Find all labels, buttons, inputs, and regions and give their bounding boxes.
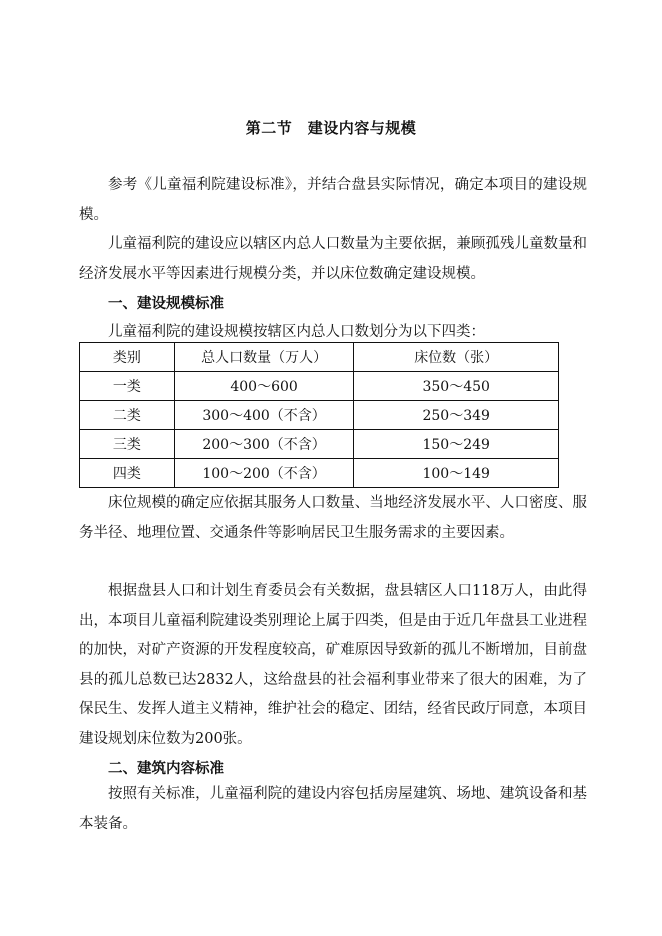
table-header-row <box>80 343 559 372</box>
table-row <box>80 459 559 488</box>
table-header-cell: 类别 <box>80 343 175 372</box>
table-cell: 三类 <box>80 430 175 459</box>
scale-table <box>79 342 559 488</box>
table-intro: 儿童福利院的建设规模按辖区内总人口数划分为以下四类： <box>108 324 485 340</box>
table-header-cell: 床位数（张） <box>354 343 559 372</box>
table-cell: 150～249 <box>354 430 559 459</box>
intro-paragraph-2: 儿童福利院的建设应以辖区内总人口数量为主要依据，兼顾孤残儿童数量和经济发展水平等因素进行规模分类，并以床位数确定建设规模。 <box>79 236 587 282</box>
final-paragraph: 按照有关标准，儿童福利院的建设内容包括房屋建筑、场地、建筑设备和基本装备。 <box>79 786 587 832</box>
table-cell: 一类 <box>80 372 175 401</box>
heading-scale-standard: 一、建设规模标准 <box>108 295 224 312</box>
table-cell: 四类 <box>80 459 175 488</box>
table-row <box>80 430 559 459</box>
table-cell: 100～149 <box>354 459 559 488</box>
table-cell: 250～349 <box>354 401 559 430</box>
table-row <box>80 372 559 401</box>
heading-building-content: 二、建筑内容标准 <box>108 760 224 777</box>
table-cell: 300～400（不含） <box>174 401 354 430</box>
table-header-cell: 总人口数量（万人） <box>174 343 354 372</box>
table-cell: 350～450 <box>354 372 559 401</box>
table-cell: 100～200（不含） <box>174 459 354 488</box>
intro-paragraph-1: 参考《儿童福利院建设标准》，并结合盘县实际情况，确定本项目的建设规模。 <box>79 177 587 223</box>
analysis-paragraph: 根据盘县人口和计划生育委员会有关数据，盘县辖区人口118万人，由此得出，本项目儿童福利院建设类别理论上属于四类，但是由于近几年盘县工业进程的加快，对矿产资源的开发程度较高，矿难原因导致新的孤儿不断增加，目前盘县的孤儿总数已达2832人，这给盘县的社会福利事业带来了很大的困难，为了保民生、发挥人道主义精神，维护社会的稳定、团结，经省民政厅同意，本项目建设规划床位数为200张。 <box>79 583 587 747</box>
table-cell: 200～300（不含） <box>174 430 354 459</box>
table-cell: 400～600 <box>174 372 354 401</box>
after-table-paragraph: 床位规模的确定应依据其服务人口数量、当地经济发展水平、人口密度、服务半径、地理位置、交通条件等影响居民卫生服务需求的主要因素。 <box>79 495 587 541</box>
table-cell: 二类 <box>80 401 175 430</box>
table-row <box>80 401 559 430</box>
section-title: 第二节 建设内容与规模 <box>245 119 417 137</box>
